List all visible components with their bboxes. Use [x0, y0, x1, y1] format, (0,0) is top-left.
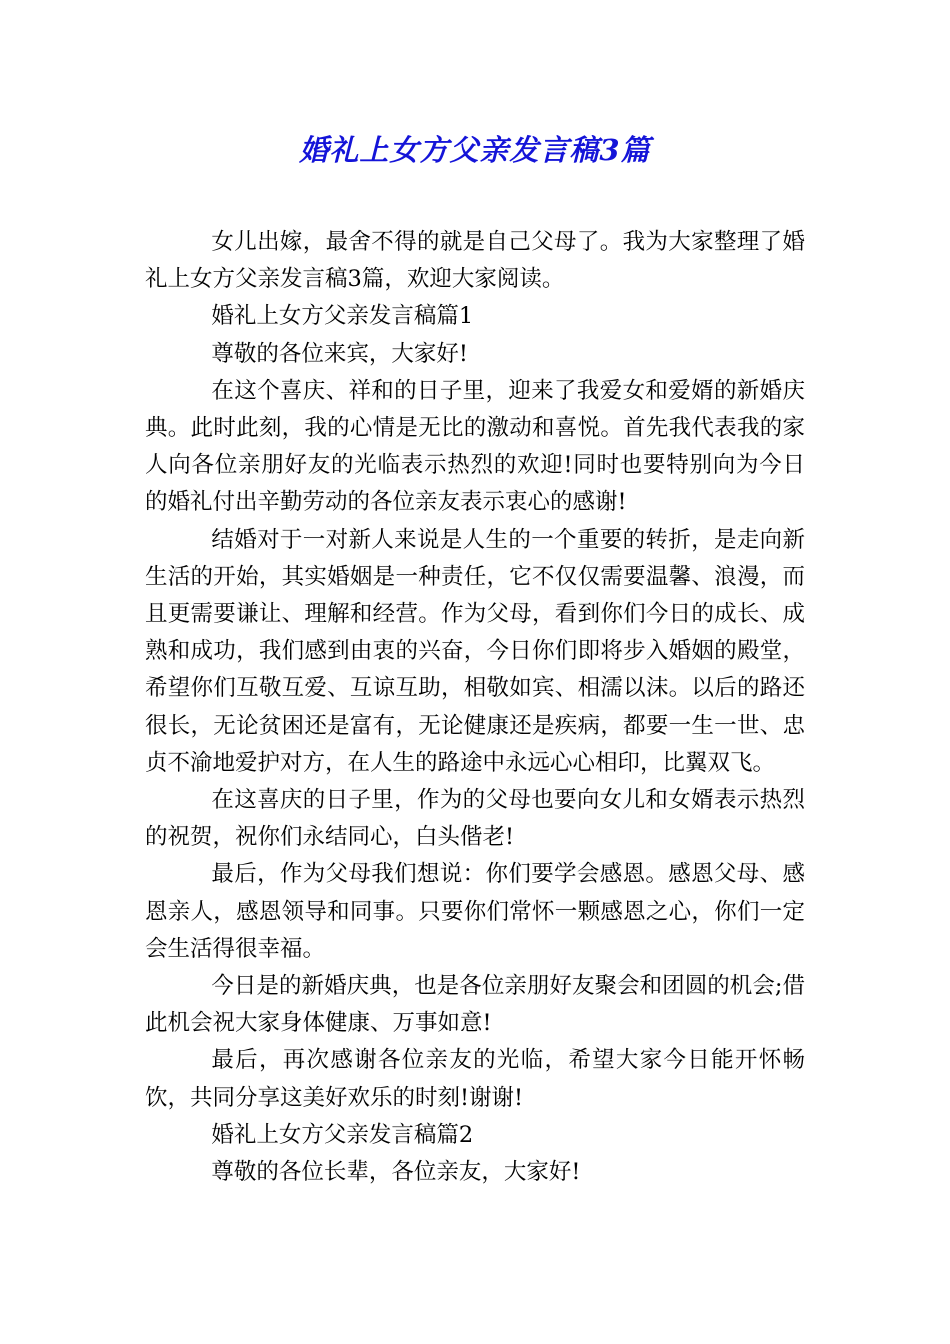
paragraph-greeting-2: 尊敬的各位长辈，各位亲友，大家好!	[211, 1159, 581, 1186]
paragraph-intro: 女儿出嫁，最舍不得的就是自己父母了。我为大家整理了婚礼上女方父亲发言稿3篇，欢迎大家阅读。	[145, 229, 805, 293]
document-title: 婚礼上女方父亲发言稿3篇	[299, 133, 651, 167]
paragraph-welcome: 在这个喜庆、祥和的日子里，迎来了我爱女和爱婿的新婚庆典。此时此刻，我的心情是无比的激动和喜悦。首先我代表我的家人向各位亲朋好友的光临表示热烈的欢迎!同时也要特别向为今日的婚礼付出辛勤劳动的各位亲友表示衷心的感谢!	[145, 377, 805, 516]
paragraph-marriage: 结婚对于一对新人来说是人生的一个重要的转折，是走向新生活的开始，其实婚姻是一种责任，它不仅仅需要温馨、浪漫，而且更需要谦让、理解和经营。作为父母，看到你们今日的成长、成熟和成功，我们感到由衷的兴奋，今日你们即将步入婚姻的殿堂，希望你们互敬互爱、互谅互助，相敬如宾、相濡以沫。以后的路还很长，无论贫困还是富有，无论健康还是疾病，都要一生一世、忠贞不渝地爱护对方，在人生的路途中永远心心相印，比翼双飞。	[145, 526, 805, 776]
paragraph-greeting-1: 尊敬的各位来宾，大家好!	[211, 340, 468, 367]
paragraph-closing: 最后，再次感谢各位亲友的光临，希望大家今日能开怀畅饮，共同分享这美好欢乐的时刻!谢谢!	[145, 1047, 805, 1111]
paragraph-wishes: 今日是的新婚庆典，也是各位亲朋好友聚会和团圆的机会;借此机会祝大家身体健康、万事如意!	[145, 973, 805, 1037]
section-heading-1: 婚礼上女方父亲发言稿篇1	[211, 303, 474, 330]
section-heading-2: 婚礼上女方父亲发言稿篇2	[211, 1121, 474, 1148]
paragraph-gratitude: 最后，作为父母我们想说：你们要学会感恩。感恩父母、感恩亲人，感恩领导和同事。只要你们常怀一颗感恩之心，你们一定会生活得很幸福。	[145, 861, 805, 962]
document-body	[145, 224, 805, 1191]
paragraph-congratulations: 在这喜庆的日子里，作为的父母也要向女儿和女婿表示热烈的祝贺，祝你们永结同心，白头偕老!	[145, 787, 805, 851]
